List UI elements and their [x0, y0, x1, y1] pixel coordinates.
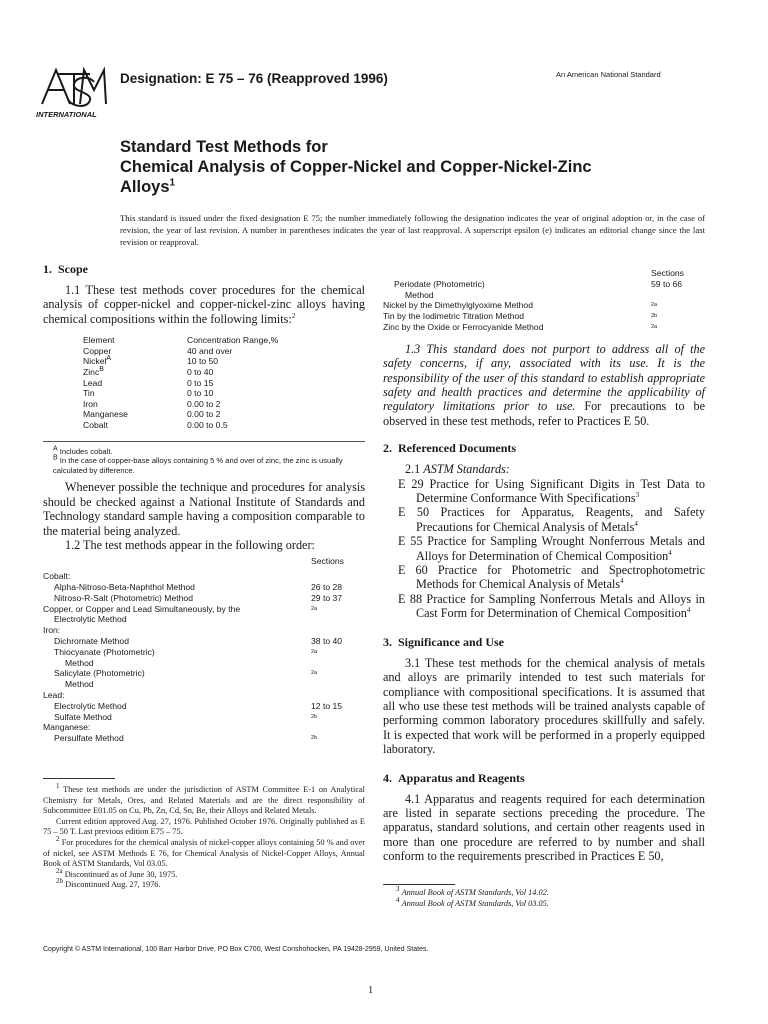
element-name: Copper: [83, 345, 112, 356]
concentration-range: 0 to 40: [187, 367, 214, 377]
footnote: $^2$ For procedures for the chemical analysis of nickel-copper alloys containing 50 % and over of nickel, see ASTM Methods E 76, for Chemical Analysis of Nickel-Copper Alloys, Annual Book of ASTM Standards, Vol 03.05.: [43, 835, 365, 869]
method-label: Nitroso-R-Salt (Photometric) Method: [54, 592, 193, 603]
method-label: Alpha-Nitroso-Beta-Naphthol Method: [54, 581, 195, 592]
method-label: Periodate (Photometric): [394, 278, 485, 289]
table-row: [83, 388, 278, 399]
element-name: Tin: [83, 388, 95, 399]
sections-row: [43, 679, 365, 690]
sections-row: [43, 733, 365, 744]
sections-row: [43, 658, 365, 669]
paragraph-1-2: 1.2 The test methods appear in the following order:: [65, 537, 315, 552]
method-label: Iron:: [43, 625, 61, 636]
sections-header: Sections: [311, 556, 344, 567]
method-label: Method: [65, 657, 94, 668]
footnote-divider: [383, 884, 455, 885]
section-range: 2a: [311, 605, 318, 612]
section-range: 2b: [311, 713, 318, 720]
table-row: [83, 420, 278, 431]
table-footnote-b: $^B$ In the case of copper-base alloys containing 5 % and over of zinc, the zinc is usually calculated by difference.: [53, 454, 343, 475]
sections-row: [43, 614, 365, 625]
section-heading-referenced-documents: 2. Referenced Documents: [383, 441, 517, 456]
sections-row: [43, 636, 365, 647]
sections-row: [43, 625, 365, 636]
concentration-range: 0 to 10: [187, 388, 214, 399]
footnote: $^3$ Annual Book of ASTM Standards, Vol 14.02.: [396, 885, 549, 897]
method-label: Electrolytic Method: [54, 700, 127, 711]
section-range: 38 to 40: [311, 635, 343, 646]
footnote-divider: [43, 778, 115, 779]
method-label: Lead:: [43, 689, 65, 700]
section-range: [651, 290, 705, 301]
method-label: Cobalt:: [43, 571, 71, 582]
right-column: [383, 268, 705, 864]
title-line-3: Alloys$^1$: [120, 177, 176, 196]
method-label: Dichromate Method: [54, 635, 129, 646]
copyright-notice: Copyright © ASTM International, 100 Barr Harbor Drive, PO Box C700, West Conshohocken, PA 19428-2959, United States.: [43, 946, 429, 953]
footnotes-right: [383, 885, 705, 909]
concentration-range: 0.00 to 2: [187, 409, 221, 420]
paragraph-whenever: Whenever possible the technique and procedures for analysis should be checked against a National Institute of Standards and Technology standard sample having a composition comparable to the material being analyzed.: [43, 480, 365, 538]
standard-issue-note: This standard is issued under the fixed designation E 75; the number immediately following the designation indicates the year of original adoption or, in the case of revision, the year of last revision. A number in parentheses indicates the year of last reapproval. A superscript epsilon (e) indicates an editorial change since the last revision or reapproval.: [120, 213, 705, 247]
method-label: Salicylate (Photometric): [54, 668, 145, 679]
composition-table: [83, 335, 278, 430]
sections-row: [43, 647, 365, 658]
section-range: [311, 658, 365, 669]
section-heading-significance: 3. Significance and Use: [383, 634, 505, 649]
national-standard-label: An American National Standard: [556, 70, 661, 79]
footnote: $^4$ Annual Book of ASTM Standards, Vol 03.05.: [396, 895, 549, 908]
footnote: $^1$ These test methods are under the jurisdiction of ASTM Committee E-1 on Analytical Chemistry for Metals, Ores, and Related Materials and are the direct responsibility of Subcommittee E01.05 on Cu, Pb, Zn, Cd, Sn, Be, their Alloys and Related Metals.: [43, 782, 365, 816]
table-row: [83, 378, 278, 389]
section-range: [311, 679, 365, 690]
referenced-document: E 60 Practice for Photometric and Spectrophotometric Methods for Chemical Analysis of Metals$^4$: [398, 563, 705, 592]
section-range: [311, 625, 365, 636]
left-column: [43, 262, 365, 744]
table-header: Element: [83, 335, 115, 346]
section-range: 12 to 15: [311, 700, 343, 711]
section-range: 26 to 28: [311, 581, 343, 592]
paragraph-3-1: 3.1 These test methods for the chemical analysis of metals and alloys are primarily intended to test such materials for compliance with compositional specifications. It is assumed that all who use these test methods will be trained analysts capable of performing common laboratory procedures skillfully and safely. It is expected that work will be performed in a properly equipped laboratory.: [383, 655, 705, 757]
referenced-document: E 88 Practice for Sampling Nonferrous Metals and Alloys in Cast Form for Determination of Chemical Composition$^4$: [398, 591, 705, 621]
sections-row: [43, 712, 365, 723]
sections-row: [43, 571, 365, 582]
astm-logo: [34, 64, 112, 120]
table-header: Concentration Range,%: [187, 335, 279, 346]
section-heading-apparatus: 4. Apparatus and Reagents: [383, 770, 525, 785]
element-name: Cobalt: [83, 419, 108, 430]
page-number: 1: [368, 985, 374, 996]
paragraph-2-1: 2.1 ASTM Standards:: [405, 462, 510, 477]
element-name: Zinc$^B$: [83, 366, 104, 377]
section-range: 2a: [651, 323, 658, 330]
method-label: Thiocyanate (Photometric): [54, 646, 155, 657]
sections-row: [383, 322, 705, 333]
paragraph-1-3: 1.3 This standard does not purport to address all of the safety concerns, if any, associated with its use. It is the responsibility of the user of this standard to establish appropriate safety and health practices and determine the applicability of regulatory limitations prior to use. For precautions to be observed in these test methods, refer to Practices E 50.: [383, 341, 705, 428]
section-range: [311, 722, 365, 733]
sections-header: Sections: [651, 268, 684, 278]
referenced-document: E 50 Practices for Apparatus, Reagents, and Safety Precautions for Chemical Analysis of Metals$^4$: [398, 505, 705, 534]
concentration-range: 0 to 15: [187, 377, 214, 388]
table-row: [83, 409, 278, 420]
table-row: [83, 399, 278, 410]
logo-text: INTERNATIONAL: [36, 110, 97, 119]
concentration-range: 0.00 to 2: [187, 398, 221, 409]
referenced-document: E 55 Practice for Sampling Wrought Nonferrous Metals and Alloys for Determination of Chemical Composition$^4$: [398, 534, 705, 563]
table-header-row: [83, 335, 278, 346]
concentration-range: 40 and over: [187, 345, 233, 356]
title-line-2: Chemical Analysis of Copper-Nickel and Copper-Nickel-Zinc: [120, 158, 592, 176]
method-label: Sulfate Method: [54, 711, 112, 722]
designation: Designation: E 75 – 76 (Reapproved 1996): [120, 71, 388, 86]
footnote: $^{2a}$ Discontinued as of June 30, 1975.: [56, 866, 178, 879]
sections-row: [43, 582, 365, 593]
sections-row: [43, 701, 365, 712]
section-range: 2a: [311, 670, 318, 677]
section-range: 2b: [311, 735, 318, 742]
method-label: Zinc by the Oxide or Ferrocyanide Method: [383, 321, 544, 332]
paragraph-4-1: 4.1 Apparatus and reagents required for each determination are listed in separate sections preceding the procedure. The apparatus, standard solutions, and certain other reagents used in more than one procedure are referred to by number and shall conform to the requirements prescribed in Practices E 50,: [383, 791, 705, 864]
method-label: Electrolytic Method: [54, 614, 127, 625]
method-label: Method: [65, 679, 94, 690]
method-label: Nickel by the Dimethylglyoxime Method: [383, 300, 533, 311]
sections-row: [43, 593, 365, 604]
section-range: 2b: [651, 313, 658, 320]
document-title: [120, 137, 680, 197]
sections-row: [383, 279, 705, 290]
section-range: 59 to 66: [651, 278, 683, 289]
table-footnote-a: $^A$ Includes cobalt.: [53, 445, 113, 456]
element-name: Nickel$^A$: [83, 355, 112, 367]
section-heading-scope: 1. Scope: [43, 262, 88, 276]
concentration-range: 10 to 50: [187, 356, 219, 367]
method-label: Persulfate Method: [54, 733, 124, 744]
element-name: Lead: [83, 377, 103, 388]
section-range: 29 to 37: [311, 592, 343, 603]
concentration-range: 0.00 to 0.5: [187, 419, 228, 430]
section-range: 2a: [651, 302, 658, 309]
section-range: [311, 614, 365, 625]
table-row: [83, 367, 278, 378]
section-range: 2a: [311, 648, 318, 655]
sections-row: [383, 311, 705, 322]
sections-table-right: [383, 268, 705, 333]
method-label: Method: [405, 289, 434, 300]
sections-row: [383, 290, 705, 301]
title-line-1: Standard Test Methods for: [120, 138, 328, 156]
referenced-documents-list: [383, 477, 705, 621]
table-row: [83, 346, 278, 357]
footnotes-left: [43, 782, 365, 891]
referenced-document: E 29 Practice for Using Significant Digits in Test Data to Determine Conformance With Specifications$^3$: [398, 476, 705, 506]
element-name: Manganese: [83, 409, 128, 420]
sections-row: [383, 300, 705, 311]
footnote: Current edition approved Aug. 27, 1976. Published October 1976. Originally published as E 75 – 50 T. Last previous edition E75 – 75.: [43, 816, 365, 837]
sections-row: [43, 604, 365, 615]
method-label: Manganese:: [43, 722, 91, 733]
section-range: [311, 690, 365, 701]
sections-row: [43, 668, 365, 679]
sections-row: [43, 722, 365, 733]
sections-row: [43, 690, 365, 701]
footnote: $^{2b}$ Discontinued Aug. 27, 1976.: [56, 877, 161, 890]
paragraph-1-1: 1.1 These test methods cover procedures for the chemical analysis of copper-nickel and copper-nickel-zinc alloys having chemical compositions within the following limits:$^2$: [43, 283, 365, 326]
sections-table-left: [43, 556, 365, 744]
method-label: Tin by the Iodimetric Titration Method: [383, 311, 525, 322]
method-label: Copper, or Copper and Lead Simultaneously, by the: [43, 603, 241, 614]
section-range: [311, 571, 365, 582]
table-row: [83, 356, 278, 367]
element-name: Iron: [83, 398, 98, 409]
